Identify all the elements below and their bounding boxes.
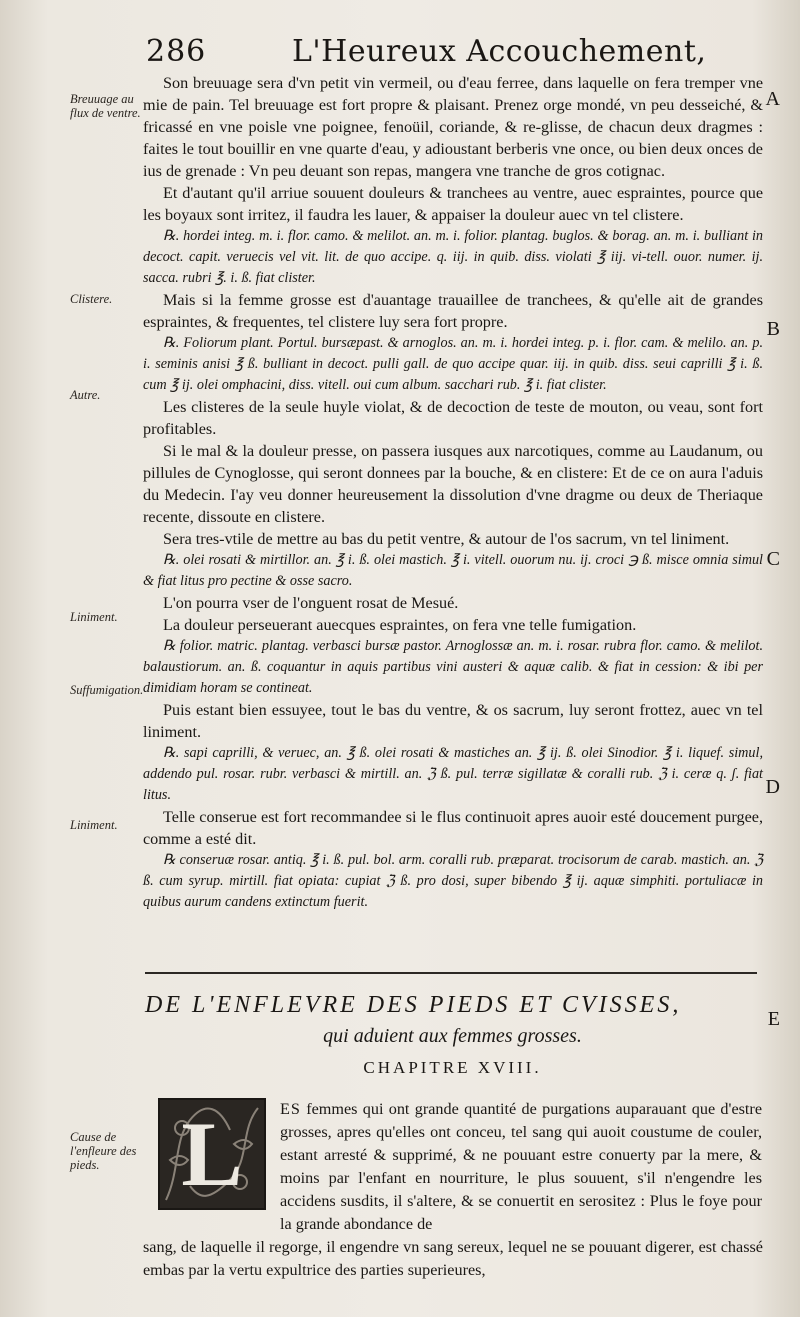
section-letter-b: B	[766, 318, 780, 340]
margin-note-breuuage: Breuuage au flux de ventre.	[70, 92, 141, 120]
section-letter-e: E	[767, 1008, 780, 1030]
paragraph: L'on pourra vser de l'onguent rosat de Mesué.	[163, 594, 459, 612]
recipe-paragraph: ℞. sapi caprilli, & veruec, an. ℥ ß. olei rosati & mastiches an. ℥ ij. ß. olei Sinodior. ℥ i. liquef. simul, addendo pul. rosar. rubr. verbasci & mirtill. an. ℨ ß. pul. terræ sigillatæ & coralli rub. ℨ i. ceræ q. ʃ. fiat litus.	[143, 745, 763, 803]
paragraph: Si le mal & la douleur presse, on passera iusques aux narcotiques, comme au Laudanum, ou pillules de Cynoglosse, qui seront donnees par la bouche, & en clistere: Et de ce on aura l'aduis du Medecin. I'ay veu donner heureusement la dissolution d'vne dragme ou deux de Theriaque recente, dissoute en clistere.	[143, 442, 763, 526]
paragraph: Telle conserue est fort recommandee si le flus continuoit apres auoir esté doucement purgee, comme a esté dit.	[143, 808, 763, 848]
recipe-paragraph: ℞ folior. matric. plantag. verbasci bursæ pastor. Arnoglossæ an. m. i. rosar. rubra flor. camo. & melilot. balaustiorum. an. ß. coquantur in aquis partibus vini austeri & aquæ calib. & fiat in cession: & ibi per dimidiam horam se contineat.	[143, 638, 763, 696]
paragraph: Les clisteres de la seule huyle violat, & de decoction de teste de mouton, ou veau, sont fort profitables.	[143, 398, 763, 438]
ornamental-drop-cap	[158, 1098, 266, 1210]
recipe-paragraph: ℞ conseruæ rosar. antiq. ℥ i. ß. pul. bol. arm. coralli rub. præparat. trocisorum de carab. mastich. an. ℨ ß. cum syrup. mirtill. fiat opiata: cupiat ℨ ß. pro dosi, super bibendo ℥ ij. aquæ simphiti. portuliacæ in quibus aurum candens extinctum fuerit.	[143, 852, 763, 910]
chapter-title: DE L'ENFLEVRE DES PIEDS ET CVISSES,	[145, 992, 682, 1018]
chapter-continuation-text: sang, de laquelle il regorge, il engendre vn sang sereux, lequel ne se pouuant digerer, est chassé embas par la vertu expultrice des parties superieures,	[143, 1238, 763, 1279]
margin-note-liniment-2: Liniment.	[70, 818, 118, 832]
paragraph: Sera tres-vtile de mettre au bas du petit ventre, & autour de l'os sacrum, vn tel liniment.	[163, 530, 730, 548]
drop-cap-letter: L	[181, 1103, 243, 1205]
paragraph: Puis estant bien essuyee, tout le bas du ventre, & os sacrum, luy seront frottez, auec vn tel liniment.	[143, 701, 763, 741]
page-number: 286	[146, 34, 207, 69]
recipe-paragraph: ℞. Foliorum plant. Portul. bursæpast. & arnoglos. an. m. i. hordei integ. p. i. flor. cam. & melilo. an. p. i. seminis anisi ℥ ß. bulliant in decoct. pulli gall. de quo accipe quar. iij. in quib. diss. seui caprilli ℥ i. ß. cum ℥ ij. olei omphacini, diss. vitell. oui cum album. sacchari rub. ℥ i. fiat clister.	[143, 335, 763, 393]
page-header	[0, 32, 800, 72]
running-title: L'Heureux Accouchement,	[292, 34, 707, 69]
paragraph: Mais si la femme grosse est d'auantage trauaillee de tranchees, & qu'elle ait de grandes espraintes, & frequentes, tel clistere luy sera fort propre.	[143, 291, 763, 331]
chapter-first-word: ES	[280, 1100, 301, 1118]
paragraph: La douleur perseuerant auecques espraintes, on fera vne telle fumigation.	[163, 616, 637, 634]
recipe-paragraph: ℞. olei rosati & mirtillor. an. ℥ i. ß. olei mastich. ℥ i. vitell. ouorum nu. ij. croci ℈ ß. misce omnia simul & fiat litus pro pectine & osse sacro.	[143, 552, 763, 589]
recipe-paragraph: ℞. hordei integ. m. i. flor. camo. & melilot. an. m. i. folior. plantag. buglos. & borag. an. m. i. bulliant in decoct. capit. veruecis vel vit. lit. de quo accipe. q. iij. in quib. diss. violati ℥ iij. vi-tell. ouor. numer. ij. sacca. rubri ℥. i. ß. fiat clister.	[143, 228, 763, 286]
section-letter-c: C	[766, 548, 780, 570]
paragraph: Et d'autant qu'il arriue souuent douleurs & tranchees au ventre, auec espraintes, pource que les boyaux sont irritez, il faudra les lauer, & appaiser la douleur auec vn tel clistere.	[143, 184, 763, 224]
chapter-heading	[145, 990, 760, 1078]
section-rule	[145, 972, 757, 974]
paragraph: Son breuuage sera d'vn petit vin vermeil, ou d'eau ferree, dans laquelle on fera tremper vne mie de pain. Tel breuuage est fort propre & plaisant. Prenez orge mondé, vn peu desseiché, & fricassé en vne poisle vne poignee, fenoüil, coriande, & re-glisse, de chacun deux dragmes : faites le tout bouillir en vne quarte d'eau, y adioustant berberis vne once, ou bien deux onces de ius de grenade : Vn peu deuant son repas, mangera vne tranche de gros cotignac.	[143, 74, 763, 180]
margin-note-liniment: Liniment.	[70, 610, 118, 624]
section-letter-d: D	[765, 776, 780, 798]
chapter-opening: femmes qui ont grande quantité de purgations auparauant que d'estre grosses, apres qu'elles ont conceu, tel sang qui auoit coustume de couler, estant arresté & supprimé, & ne pouuant estre conuerty par la mere, & moins par l'enfant en nourriture, le plus souuent, s'il n'engendre les accidens susdits, il s'altere, & se conuertit en serositez : Plus le foye pour la grande abondance de	[280, 1100, 762, 1233]
chapter-number: CHAPITRE XVIII.	[363, 1058, 542, 1077]
chapter-subtitle: qui aduient aux femmes grosses.	[323, 1025, 582, 1047]
margin-note-cause-enfleure: Cause de l'enfleure des pieds.	[70, 1130, 137, 1172]
margin-note-suffumigation: Suffumigation.	[70, 683, 144, 697]
body-text	[143, 72, 763, 913]
margin-note-autre: Autre.	[70, 388, 101, 402]
margin-note-clistere: Clistere.	[70, 292, 113, 306]
chapter-opening-text	[280, 1098, 762, 1236]
section-letter-a: A	[765, 88, 780, 110]
